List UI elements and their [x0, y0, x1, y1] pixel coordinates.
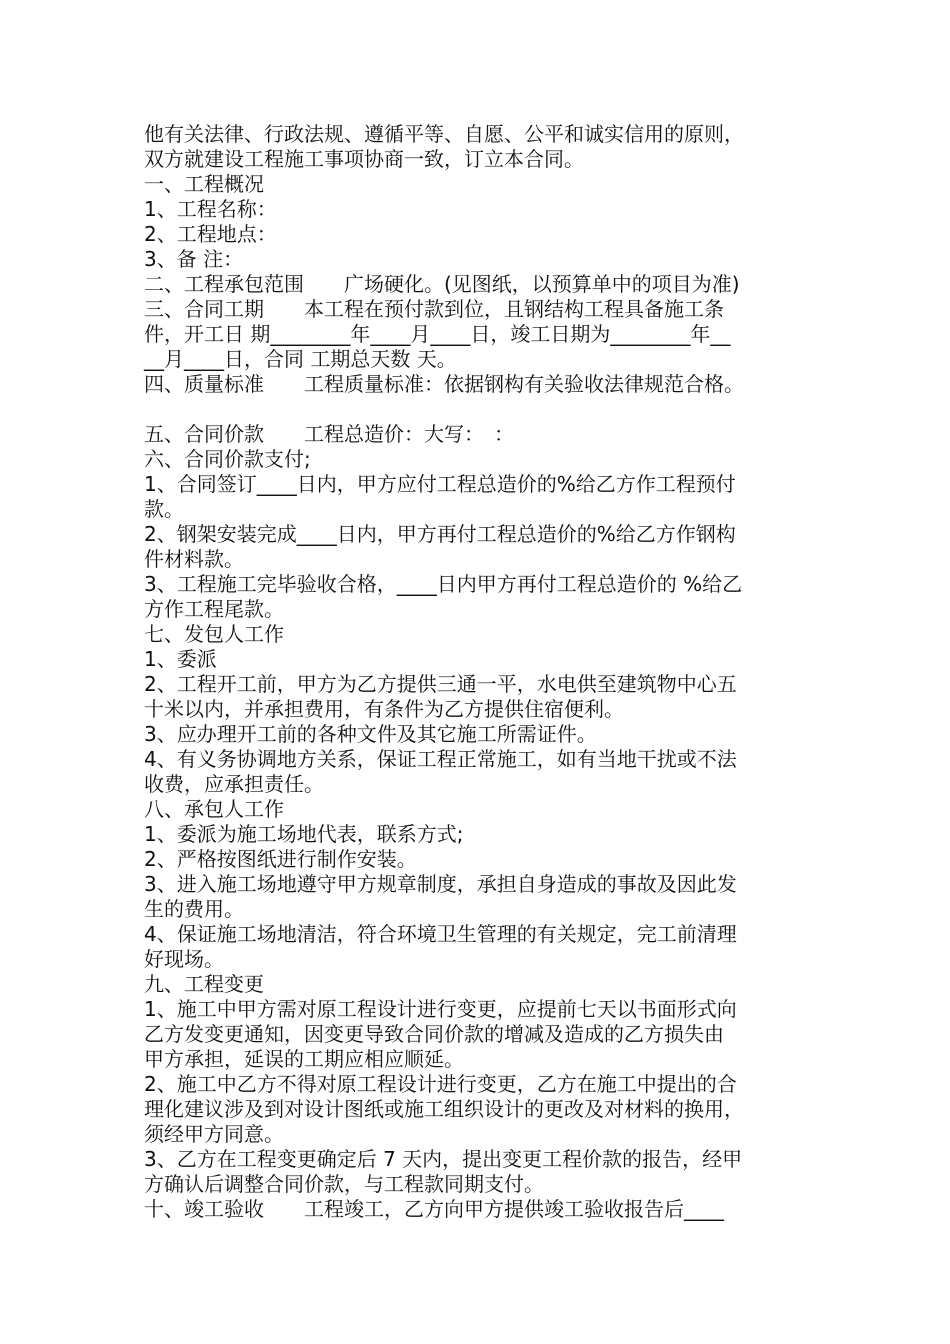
blank-line [144, 397, 834, 422]
text-line: 一、工程概况 [144, 172, 264, 196]
text-line: 3、进入施工场地遵守甲方规章制度，承担自身造成的事故及因此发 [144, 872, 737, 896]
text-line: 1、工程名称： [144, 197, 277, 221]
text-line: 须经甲方同意。 [144, 1122, 284, 1146]
text-line: 1、施工中甲方需对原工程设计进行变更，应提前七天以书面形式向 [144, 997, 737, 1021]
text-line: 2、工程地点： [144, 222, 277, 246]
text-line: 4、有义务协调地方关系，保证工程正常施工，如有当地干扰或不法 [144, 747, 737, 771]
text-line: 五、合同价款 工程总造价：大写： ： [144, 422, 514, 446]
text-line: 1、委派 [144, 647, 217, 671]
text-line: 3、备 注： [144, 247, 244, 271]
text-line: 十米以内，并承担费用，有条件为乙方提供住宿便利。 [144, 697, 624, 721]
text-line: 款。 [144, 497, 184, 521]
text-line: 3、应办理开工前的各种文件及其它施工所需证件。 [144, 722, 597, 746]
text-line: 他有关法律、行政法规、遵循平等、自愿、公平和诚实信用的原则， [144, 122, 744, 146]
text-line: 八、承包人工作 [144, 797, 284, 821]
text-line: 1、委派为施工场地代表，联系方式; [144, 822, 464, 846]
text-line: 2、严格按图纸进行制作安装。 [144, 847, 417, 871]
text-line: 生的费用。 [144, 897, 244, 921]
text-line: 2、工程开工前，甲方为乙方提供三通一平，水电供至建筑物中心五 [144, 672, 737, 696]
text-line: 好现场。 [144, 947, 224, 971]
text-line: 十、竣工验收 工程竣工，乙方向甲方提供竣工验收报告后____ [144, 1197, 724, 1221]
text-line: 4、保证施工场地清洁，符合环境卫生管理的有关规定，完工前清理 [144, 922, 737, 946]
text-line: 方作工程尾款。 [144, 597, 284, 621]
text-line: 理化建议涉及到对设计图纸或施工组织设计的更改及对材料的换用， [144, 1097, 744, 1121]
text-line: 2、钢架安装完成____日内，甲方再付工程总造价的%给乙方作钢构 [144, 522, 736, 546]
text-line: 3、工程施工完毕验收合格，____日内甲方再付工程总造价的 %给乙 [144, 572, 743, 596]
text-line: 1、合同签订____日内，甲方应付工程总造价的%给乙方作工程预付 [144, 472, 736, 496]
document-body [144, 122, 834, 1222]
text-line: 七、发包人工作 [144, 622, 284, 646]
text-line: 双方就建设工程施工事项协商一致，订立本合同。 [144, 147, 584, 171]
text-line: 件材料款。 [144, 547, 244, 571]
text-line: 3、乙方在工程变更确定后 7 天内，提出变更工程价款的报告，经甲 [144, 1147, 743, 1171]
text-line: __月____日，合同 工期总天数 天。 [144, 347, 457, 371]
text-line: 九、工程变更 [144, 972, 264, 996]
text-line: 件，开工日 期________年____月____日，竣工日期为________年__ [144, 322, 731, 346]
text-line: 二、工程承包范围 广场硬化。(见图纸，以预算单中的项目为准) [144, 272, 740, 296]
text-line: 方确认后调整合同价款，与工程款同期支付。 [144, 1172, 544, 1196]
text-line: 四、质量标准 工程质量标准：依据钢构有关验收法律规范合格。 [144, 372, 744, 396]
text-line: 乙方发变更通知，因变更导致合同价款的增减及造成的乙方损失由 [144, 1022, 724, 1046]
text-line: 收费，应承担责任。 [144, 772, 324, 796]
text-line: 甲方承担，延误的工期应相应顺延。 [144, 1047, 464, 1071]
text-line: 六、合同价款支付; [144, 447, 311, 471]
text-line: 2、施工中乙方不得对原工程设计进行变更，乙方在施工中提出的合 [144, 1072, 737, 1096]
text-line: 三、合同工期 本工程在预付款到位，且钢结构工程具备施工条 [144, 297, 724, 321]
